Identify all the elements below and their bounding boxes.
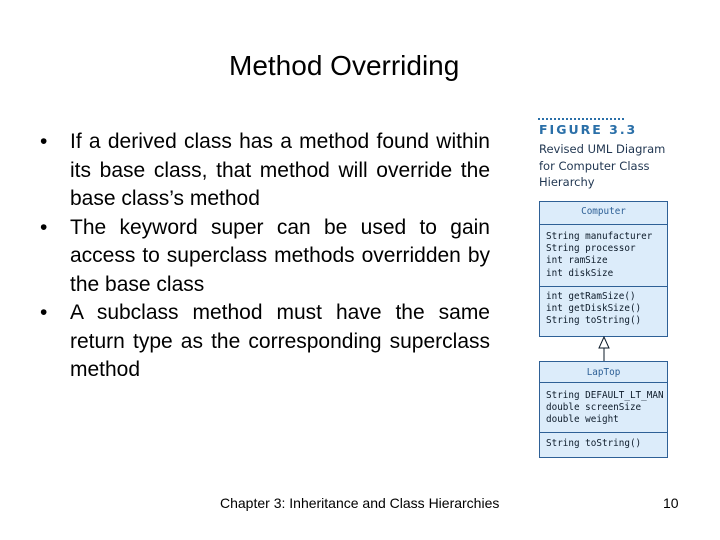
method: String toString(): [546, 438, 642, 449]
laptop-class-box: [539, 361, 668, 458]
attribute: String processor: [546, 243, 636, 255]
class-divider: [540, 432, 667, 433]
page-number: 10: [663, 495, 679, 511]
computer-class-name: Computer: [581, 206, 626, 217]
bullet-list: [40, 128, 490, 385]
bullet-item: [40, 214, 490, 300]
computer-methods: [546, 291, 641, 328]
figure-divider: [538, 118, 624, 120]
bullet-item: [40, 128, 490, 214]
method: int getDiskSize(): [546, 303, 642, 315]
attribute: String DEFAULT_LT_MAN: [546, 390, 664, 401]
slide-footer: Chapter 3: Inheritance and Class Hierarchies: [220, 495, 500, 511]
laptop-class-name: LapTop: [586, 367, 621, 378]
inheritance-arrow-icon: [595, 336, 613, 362]
bullet-text: A subclass method must have the same return type as the corresponding superclass method: [70, 301, 490, 381]
method: String toString(): [546, 315, 642, 327]
class-divider: [540, 286, 667, 287]
attribute: double weight: [546, 414, 619, 426]
attribute: String manufacturer: [546, 231, 653, 242]
figure-caption: Revised UML Diagram for Computer Class Hierarchy: [539, 142, 666, 189]
attribute: int diskSize: [546, 267, 614, 279]
computer-class-box: [539, 201, 668, 337]
class-divider: [540, 382, 667, 383]
method: int getRamSize(): [546, 291, 636, 302]
computer-attributes: [546, 231, 652, 280]
bullet-icon: •: [40, 215, 48, 239]
laptop-methods: [546, 438, 641, 450]
slide-title: Method Overriding: [229, 50, 460, 81]
bullet-icon: •: [40, 301, 48, 324]
figure-label: FIGURE 3.3: [539, 122, 638, 137]
attribute: int ramSize: [546, 255, 608, 267]
bullet-icon: •: [40, 130, 48, 153]
class-divider: [540, 224, 667, 225]
bullet-text: The keyword super can be used to gain access to superclass methods overridden by the base class: [70, 215, 490, 296]
bullet-item: [40, 299, 490, 385]
attribute: double screenSize: [546, 402, 642, 414]
laptop-attributes: [546, 390, 664, 427]
bullet-text: If a derived class has a method found within its base class, that method will override the base class’s method: [70, 130, 490, 210]
